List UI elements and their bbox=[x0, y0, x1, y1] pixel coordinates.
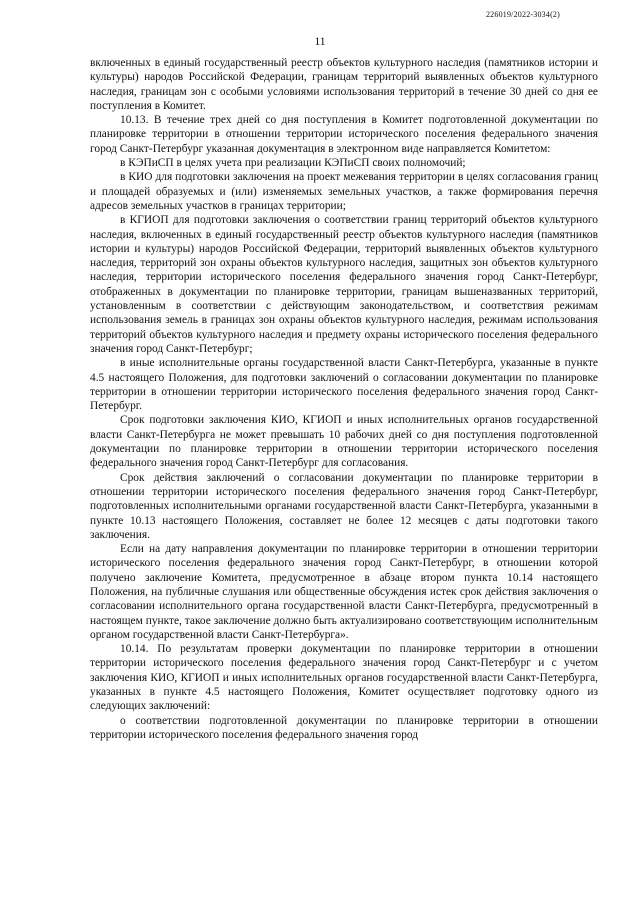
paragraph-compliance: о соответствии подготовленной документации по планировке территории в отношении территории исторического поселения федерального значения город bbox=[90, 714, 598, 741]
paragraph-10-14: 10.14. По результатам проверки документации по планировке территории в отношении территории исторического поселения федерального значения город Санкт-Петербург и с учетом заключения КИО, КГИОП и иных исполнительных органов государственной власти Санкт-Петербурга, указанных в пункте 4.5 настоящего Положения, Комитет осуществляет подготовку одного из следующих заключений: bbox=[90, 643, 598, 713]
paragraph-expiry: Если на дату направления документации по планировке территории в отношении территории исторического поселения федерального значения город Санкт-Петербург, в отношении которой получено заключение Комитета, предусмотренное в абзаце втором пункта 10.14 настоящего Положения, на публичные слушания или общественные обсуждения истек срок действия заключения о согласовании исполнительного органа государственной власти Санкт-Петербурга, предусмотренный в настоящем пункте, такое заключение должно быть актуализировано соответствующим исполнительным органом государственной власти Санкт-Петербурга». bbox=[90, 543, 598, 641]
paragraph-kio: в КИО для подготовки заключения на проект межевания территории в целях согласования границ и площадей образуемых и (или) изменяемых земельных участков, а также формирования перечня адресов земельных участков в границах территории; bbox=[90, 171, 598, 212]
paragraph-kepisp: в КЭПиСП в целях учета при реализации КЭПиСП своих полномочий; bbox=[120, 157, 466, 170]
page-number: 11 bbox=[314, 36, 326, 48]
paragraph-continuation: включенных в единый государственный реестр объектов культурного наследия (памятников истории и культуры) народов Российской Федерации, границам территорий выявленных объектов культурного наследия, границам зон с особыми условиями использования территорий в течение 30 дней со дня ее поступления в Комитет. bbox=[90, 57, 598, 112]
paragraph-validity-period: Срок действия заключений о согласовании документации по планировке территории в отношении территории исторического поселения федерального значения город Санкт-Петербург, подготовленных исполнительными органами государственной власти Санкт-Петербурга, указанными в пункте 10.13 настоящего Положения, составляет не более 12 месяцев с даты подготовки такого заключения. bbox=[90, 471, 598, 541]
paragraph-10-13: 10.13. В течение трех дней со дня поступления в Комитет подготовленной документации по планировке территории в отношении территории исторического поселения федерального значения город Санкт-Петербург указанная документация в электронном виде направляется Комитетом: bbox=[90, 114, 598, 155]
paragraph-kgiop: в КГИОП для подготовки заключения о соответствии границ территорий объектов культурного наследия, включенных в единый государственный реестр объектов культурного наследия (памятников истории и культуры) народов Российской Федерации, территорий выявленных объектов культурного наследия, территорий зон охраны объектов культурного наследия, защитных зон объектов культурного наследия, территории исторического поселения федерального значения город Санкт-Петербург, отображенных в документации по планировке территории, границам вышеназванных территорий, установленным в соответствии с действующим законодательством, и соответствия режимам использования земель в границах зон охраны объектов культурного наследия, режимам использования территорий объектов культурного наследия и предмету охраны исторического поселения федерального значения город Санкт-Петербург; bbox=[90, 214, 598, 355]
paragraph-other-organs: в иные исполнительные органы государственной власти Санкт-Петербурга, указанные в пункте 4.5 настоящего Положения, для подготовки заключений о согласовании документации по планировке территории в отношении территории исторического поселения федерального значения город Санкт-Петербург. bbox=[90, 357, 598, 413]
document-registration-number: 226019/2022-3034(2) bbox=[485, 10, 560, 19]
document-body bbox=[90, 56, 598, 742]
paragraph-deadline: Срок подготовки заключения КИО, КГИОП и иных исполнительных органов государственной власти Санкт-Петербурга не может превышать 10 рабочих дней со дня поступления подготовленной документации по планировке территории в отношении территории исторического поселения федерального значения город Санкт-Петербург для согласования. bbox=[90, 414, 598, 470]
